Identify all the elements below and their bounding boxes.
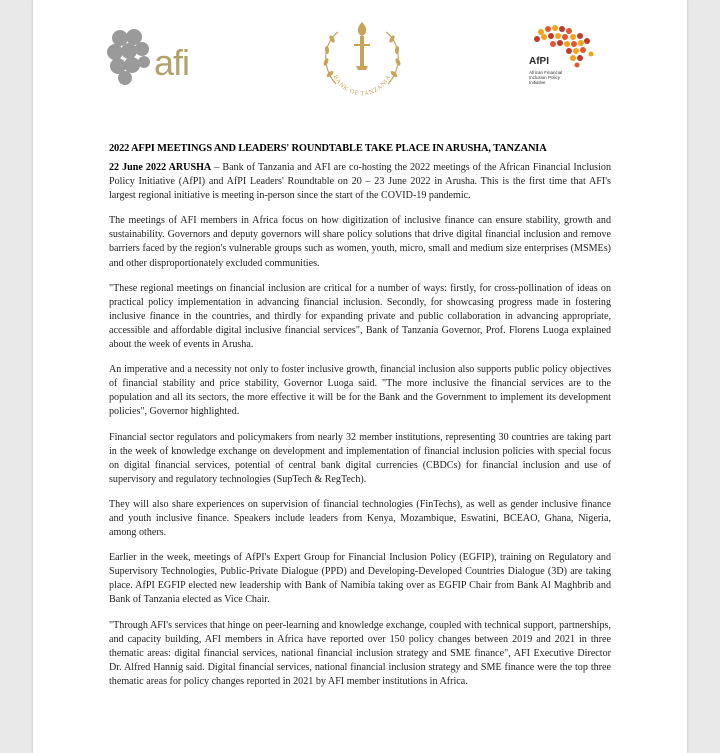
dateline: 22 June 2022 ARUSHA [109, 162, 212, 173]
document-page [33, 0, 687, 753]
paragraph-4: An imperative and a necessity not only to foster inclusive growth, financial inclusion also supports public policy objectives of financial stability and price stability, Governor Luoga said. "The more inclusive the financial services are to the population and all its sectors, the more effective it will be for the Bank and the Government to implement its development policies", Governor highlighted. [109, 364, 611, 418]
bank-of-tanzania-logo [316, 14, 408, 106]
paragraph-1 [109, 161, 611, 203]
bank-ring-text: BANK OF TANZANIA [331, 73, 393, 98]
paragraph-6: They will also share experiences on supervision of financial technologies (FinTechs), as well as gender inclusive finance and youth inclusive finance. Speakers include leaders from Kenya, Mozambique, Eswatini, BCEAO, Ghana, Nigeria, among others. [109, 498, 611, 539]
paragraph-1-text: – Bank of Tanzania and AFI are co-hosting the 2022 meetings of the African Financial Inclusion Policy Initiative (AfPI) and AfPI Leaders' Roundtable on 20 – 23 June 2022 in Arusha. This is the first time that AFI's largest regional initiative is meeting in-person since the start of the COVID-19 pandemic. [109, 162, 611, 202]
afpi-wordmark: AfPI [529, 56, 549, 67]
svg-text:BANK OF TANZANIA [331, 74, 392, 97]
afpi-subtitle: African Financial Inclusion Policy Initiative [529, 70, 563, 85]
paragraph-7: Earlier in the week, meetings of AfPI's Expert Group for Financial Inclusion Policy (EGFIP), training on Regulatory and Supervisory Technologies, Public-Private Dialogue (PPD) and Developing-Developed Countries Dialogue (3D) are taking place. AfPI EGFIP elected new leadership with Bank of Namibia taking over as EGFIP Chair from Bank Al Maghbrib and Bank of Tanzania elected as Vice Chair. [109, 552, 611, 606]
paragraph-5: Financial sector regulators and policymakers from nearly 32 member institutions, representing 30 countries are taking part in the week of knowledge exchange on development and implementation of financial inclusion policies with special focus on digital financial services, potential of central bank digital currencies (CBDCs) for financial inclusion and use of supervisory and regulatory technologies (SupTech & RegTech). [109, 431, 611, 485]
afi-logo [106, 28, 216, 90]
paragraph-3: "These regional meetings on financial inclusion are critical for a number of ways: firstly, for cross-pollination of ideas on practical policy implementation in advancing financial inclusion. Secondly, for showcasing progress made in fostering inclusive finance in the countries, and thirdly for expanding private and public collaboration in advancing appropriate, accessible and affordable digital inclusive financial services", Bank of Tanzania Governor, Prof. Florens Luoga explained about the week of events in Arusha. [109, 282, 611, 351]
afi-wordmark: afi [154, 42, 190, 83]
afi-brain-icon [106, 28, 156, 90]
document-body [109, 143, 611, 700]
logo-header [33, 0, 687, 120]
document-title: 2022 AFPI MEETINGS AND LEADERS' ROUNDTABLE TAKE PLACE IN ARUSHA, TANZANIA [109, 143, 547, 154]
bank-of-tanzania-emblem-icon [316, 14, 408, 106]
afpi-logo [529, 22, 605, 94]
paragraph-2: The meetings of AFI members in Africa focus on how digitization of inclusive finance can ensure stability, growth and sustainability. Governors and deputy governors will share policy solutions that drive digital financial inclusion and remove barriers faced by the region's vulnerable groups such as women, youth, micro, small and medium size enterprises (MSMEs) and other disproportionately excluded communities. [109, 215, 611, 269]
paragraph-8: "Through AFI's services that hinge on peer-learning and knowledge exchange, coupled with technical support, partnerships, and capacity building, AFI members in Africa have reported over 150 policy changes between 2019 and 2021 in three thematic areas: digital financial services, national financial inclusion strategy and SME finance", AFI Executive Director Dr. Alfred Hannig said. Digital financial services, national financial inclusion strategy and SME finance were the top three thematic areas for policy changes reported in 2021 by AFI member institutions in Africa. [109, 619, 611, 687]
